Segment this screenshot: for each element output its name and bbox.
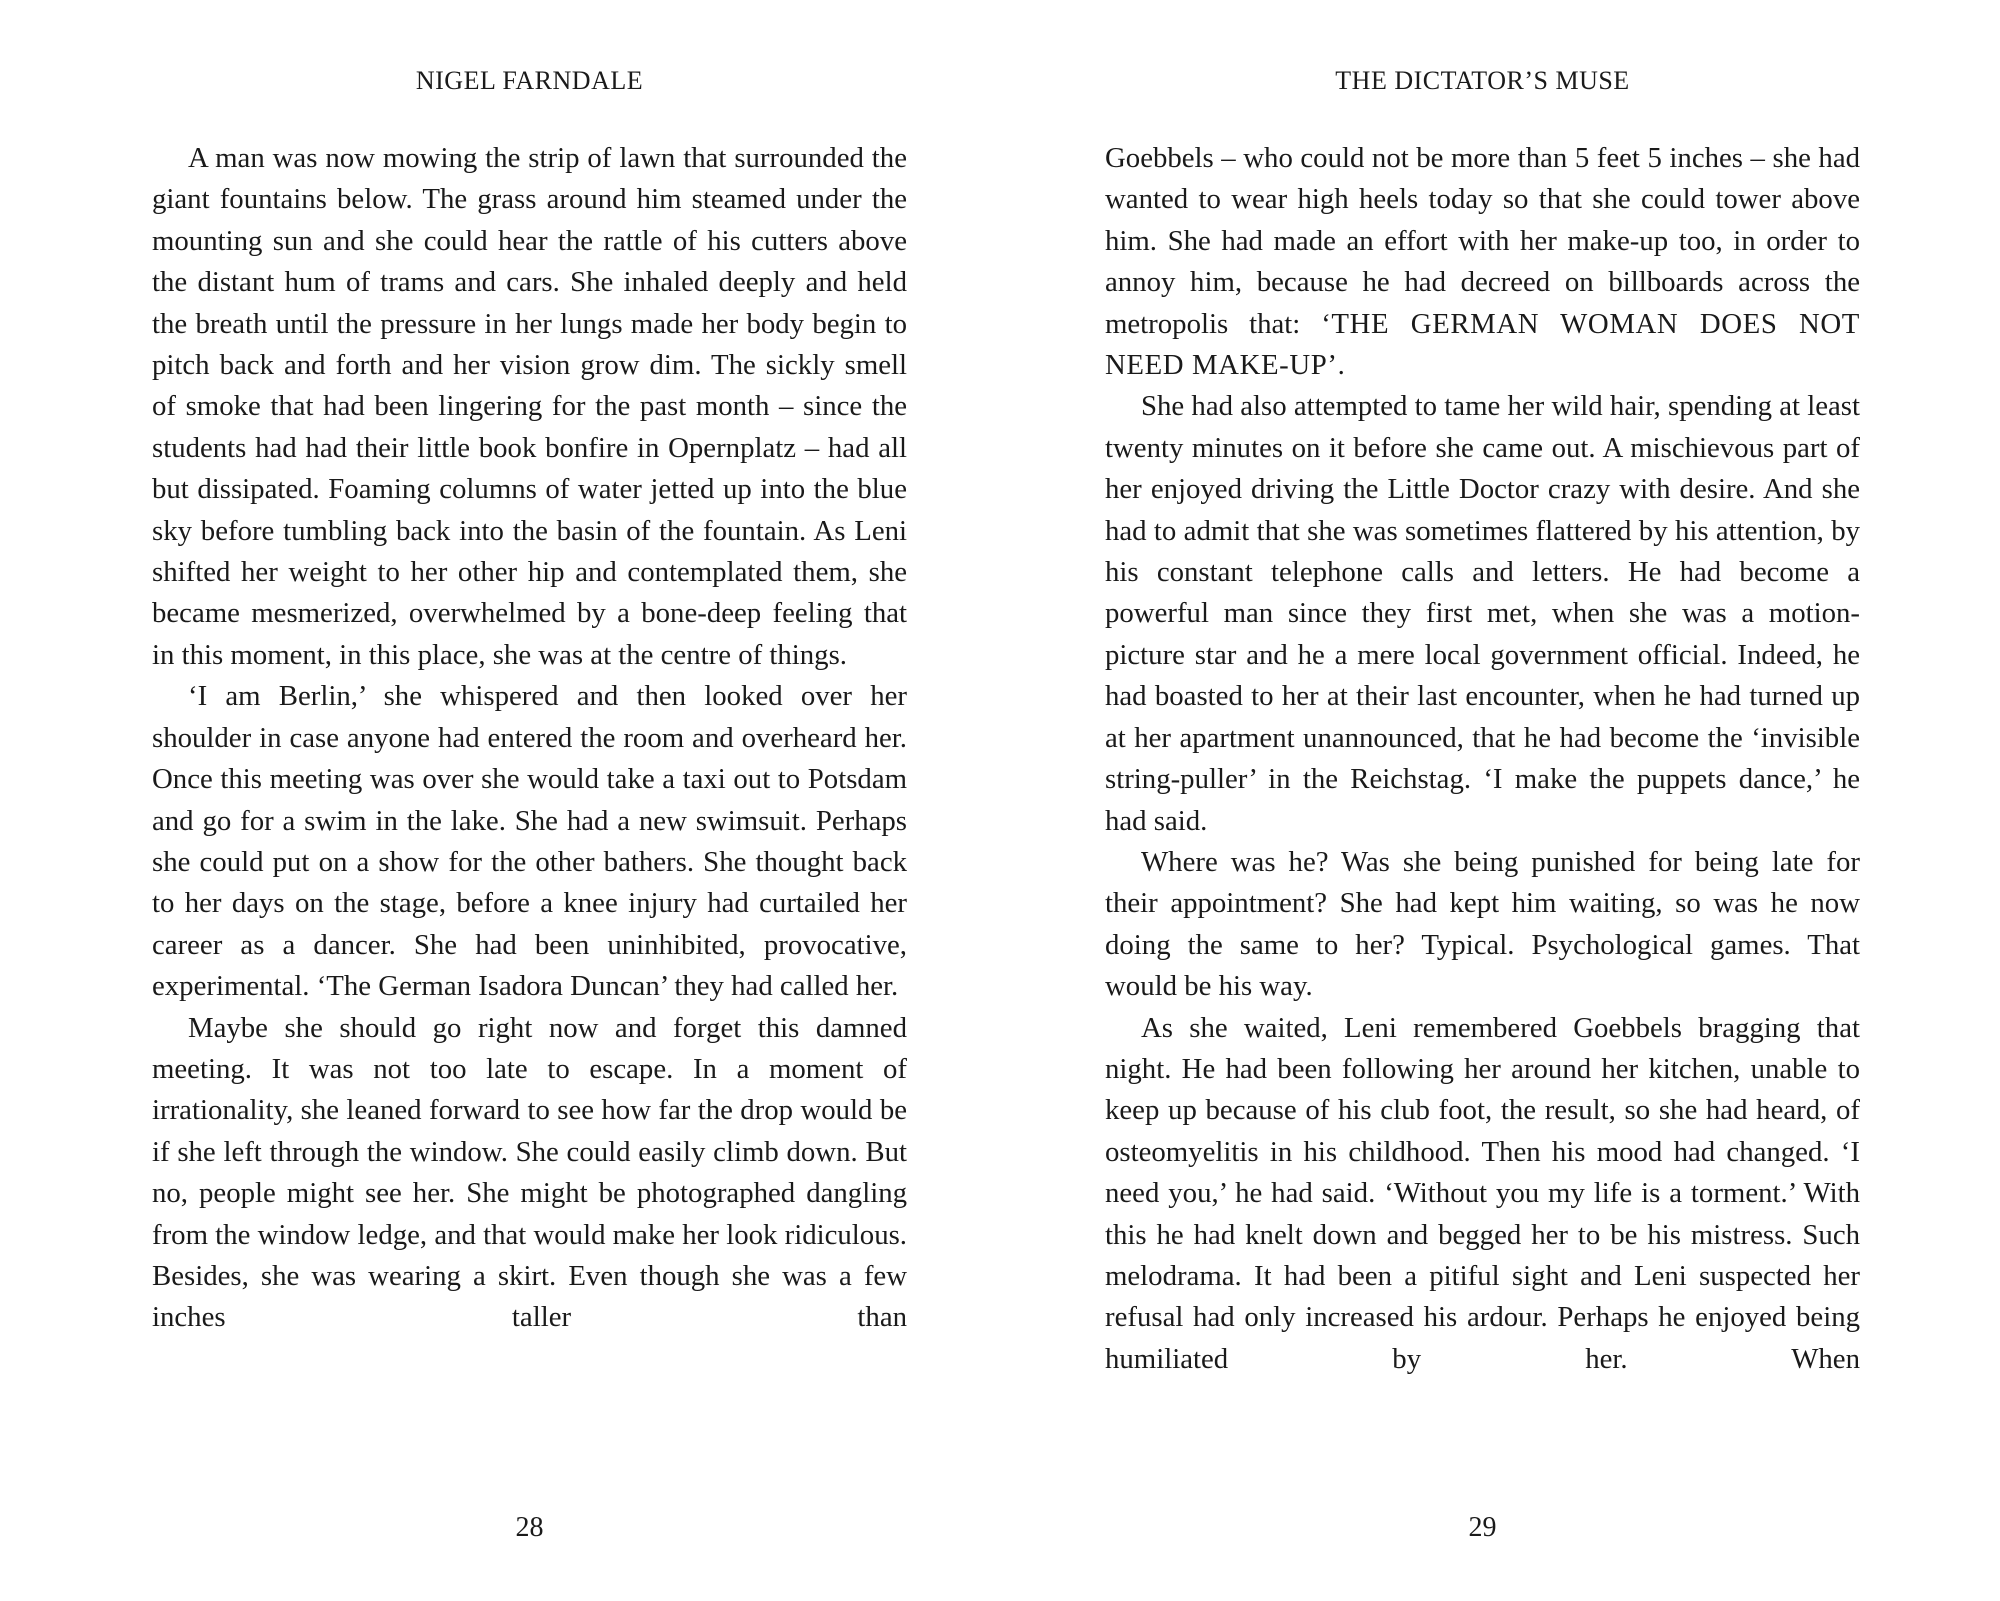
left-page-body xyxy=(152,138,907,1339)
paragraph: She had also attempted to tame her wild hair, spending at least twenty minutes on it before she came out. A mischievous part of her enjoyed driving the Little Doctor crazy with desire. And she had to admit that she was sometimes flattered by his attention, by his constant telephone calls and letters. He had become a powerful man since they first met, when she was a motion-picture star and he a mere local government official. Indeed, he had boasted to her at their last encounter, when he had turned up at her apartment unannounced, that he had become the ‘invisible string-puller’ in the Reichstag. ‘I make the puppets dance,’ he had said. xyxy=(1105,390,1860,837)
right-page xyxy=(1000,0,2000,1601)
page-number: 28 xyxy=(515,1512,544,1543)
running-head-author: NIGEL FARNDALE xyxy=(415,66,644,95)
paragraph-text: Goebbels – who could not be more than 5 feet 5 inches – she had wanted to wear high heels today so that she could tower above him. She had made an effort with her make-up too, in order to annoy him, because he had decreed on billboards across the metropolis that: xyxy=(1105,142,1860,340)
page-number: 29 xyxy=(1468,1512,1497,1543)
paragraph: Maybe she should go right now and forget this damned meeting. It was not too late to escape. In a moment of irrationality, she leaned forward to see how far the drop would be if she left through the window. She could easily climb down. But no, people might see her. She might be photographed dangling from the window ledge, and that would make her look ridiculous. Besides, she was wearing a skirt. Even though she was a few inches taller than xyxy=(152,1011,907,1334)
running-head-title: THE DICTATOR’S MUSE xyxy=(1335,66,1630,95)
paragraph: As she waited, Leni remembered Goebbels bragging that night. He had been following her around her kitchen, unable to keep up because of his club foot, the result, so she had heard, of osteomyelitis in his childhood. Then his mood had changed. ‘I need you,’ he had said. ‘Without you my life is a torment.’ With this he had knelt down and begged her to be his mistress. Such melodrama. It had been a pitiful sight and Leni suspected her refusal had only increased his ardour. Perhaps he enjoyed being humiliated by her. When xyxy=(1105,1011,1860,1375)
paragraph: ‘I am Berlin,’ she whispered and then looked over her shoulder in case anyone had entered the room and overheard her. Once this meeting was over she would take a taxi out to Potsdam and go for a swim in the lake. She had a new swimsuit. Perhaps she could put on a show for the other bathers. She thought back to her days on the stage, before a knee injury had curtailed her career as a dancer. She had been uninhibited, provocative, experimental. ‘The German Isadora Duncan’ they had called her. xyxy=(152,680,907,1003)
billboard-quote: ‘THE GERMAN WOMAN DOES NOT NEED MAKE-UP’ xyxy=(1105,307,1860,382)
paragraph: Where was he? Was she being punished for being late for their appointment? She had kept him waiting, so was he now doing the same to her? Typical. Psychological games. That would be his way. xyxy=(1105,845,1860,1003)
continued-paragraph xyxy=(1105,138,1860,386)
paragraph: A man was now mowing the strip of lawn that surrounded the giant fountains below. The grass around him steamed under the mounting sun and she could hear the rattle of his cutters above the distant hum of trams and cars. She inhaled deeply and held the breath until the pressure in her lungs made her body begin to pitch back and forth and her vision grow dim. The sickly smell of smoke that had been lingering for the past month – since the students had had their little book bonfire in Opernplatz – had all but dissipated. Foaming columns of water jetted up into the blue sky before tumbling back into the basin of the fountain. As Leni shifted her weight to her other hip and contemplated them, she became mesmerized, overwhelmed by a bone-deep feeling that in this moment, in this place, she was at the centre of things. xyxy=(152,142,907,671)
right-page-body xyxy=(1105,138,1860,1380)
paragraph-text: . xyxy=(1337,349,1345,382)
